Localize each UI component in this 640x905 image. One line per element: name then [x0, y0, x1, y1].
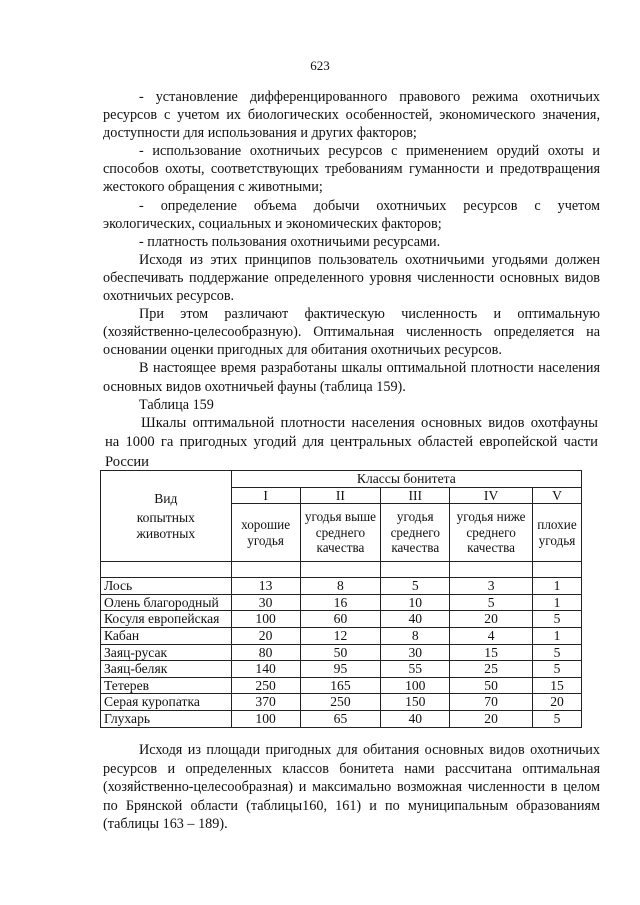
density-value: 16 [300, 594, 381, 611]
species-name: Заяц-русак [101, 644, 232, 661]
density-value: 5 [381, 578, 450, 595]
table-row [101, 578, 582, 595]
table-row [101, 677, 582, 694]
density-value: 140 [231, 661, 300, 678]
class-description: угодья ниже среднего качества [450, 504, 533, 562]
spacer-cell [450, 562, 533, 578]
density-value: 100 [231, 611, 300, 628]
species-name: Лось [101, 578, 232, 595]
table-title: Шкалы оптимальной плотности населения основных видов охотфауны на 1000 га пригодных угодий для центральных областей европейской части России [105, 414, 598, 470]
density-value: 5 [450, 594, 533, 611]
spacer-cell [381, 562, 450, 578]
density-value: 250 [231, 677, 300, 694]
density-value: 13 [231, 578, 300, 595]
density-value: 1 [532, 578, 581, 595]
table-body [101, 578, 582, 727]
species-name: Глухарь [101, 710, 232, 727]
class-numeral: IV [450, 487, 533, 504]
paragraph: - использование охотничьих ресурсов с применением орудий охоты и способов охоты, соответствующих требованиям гуманности и предотвращения жестокого обращения с животными; [103, 143, 600, 196]
density-value: 80 [231, 644, 300, 661]
classes-header: Классы бонитета [231, 471, 581, 488]
density-value: 150 [381, 694, 450, 711]
density-value: 5 [532, 710, 581, 727]
bonitet-table [100, 470, 582, 728]
density-value: 100 [381, 677, 450, 694]
density-value: 65 [300, 710, 381, 727]
density-value: 15 [450, 644, 533, 661]
density-value: 100 [231, 710, 300, 727]
density-value: 25 [450, 661, 533, 678]
spacer-cell [300, 562, 381, 578]
table-label: Таблица 159 [139, 396, 214, 413]
density-value: 95 [300, 661, 381, 678]
paragraph: - установление дифференцированного правового режима охотничьих ресурсов с учетом их биологических особенностей, экономического значения, доступности для использования и других факторов; [103, 89, 600, 142]
density-value: 165 [300, 677, 381, 694]
spacer-cell [101, 562, 232, 578]
spacer-cell [532, 562, 581, 578]
species-name: Заяц-беляк [101, 661, 232, 678]
closing-text [103, 741, 600, 834]
class-description: плохие угодья [532, 504, 581, 562]
species-name: Кабан [101, 627, 232, 644]
density-value: 1 [532, 594, 581, 611]
spacer-cell [231, 562, 300, 578]
density-value: 30 [381, 644, 450, 661]
paragraph: В настоящее время разработаны шкалы оптимальной плотности населения основных видов охотничьей фауны (таблица 159). [103, 360, 600, 395]
species-header-line2: копытных животных [136, 510, 196, 541]
density-value: 20 [450, 710, 533, 727]
table-row [101, 627, 582, 644]
density-value: 20 [231, 627, 300, 644]
species-name: Серая куропатка [101, 694, 232, 711]
density-value: 10 [381, 594, 450, 611]
class-description: хорошие угодья [231, 504, 300, 562]
class-numeral: I [231, 487, 300, 504]
density-value: 1 [532, 627, 581, 644]
density-value: 20 [450, 611, 533, 628]
density-value: 8 [300, 578, 381, 595]
density-value: 70 [450, 694, 533, 711]
species-name: Косуля европейская [101, 611, 232, 628]
body-text [103, 88, 600, 472]
class-description: угодья выше среднего качества [300, 504, 381, 562]
table-row [101, 644, 582, 661]
species-name: Тетерев [101, 677, 232, 694]
page-number: 623 [310, 58, 330, 73]
density-value: 4 [450, 627, 533, 644]
table-row [101, 661, 582, 678]
density-value: 5 [532, 644, 581, 661]
paragraph: Исходя из этих принципов пользователь охотничьими угодьями должен обеспечивать поддержание определенного уровня численности основных видов охотничьих ресурсов. [103, 251, 600, 305]
density-value: 30 [231, 594, 300, 611]
class-description: угодья среднего качества [381, 504, 450, 562]
density-value: 15 [532, 677, 581, 694]
table-row [101, 594, 582, 611]
density-value: 20 [532, 694, 581, 711]
density-value: 55 [381, 661, 450, 678]
paragraph: - определение объема добычи охотничьих ресурсов с учетом экологических, социальных и экономических факторов; [103, 197, 600, 232]
density-value: 60 [300, 611, 381, 628]
density-value: 40 [381, 710, 450, 727]
density-value: 12 [300, 627, 381, 644]
class-numeral: V [532, 487, 581, 504]
class-numeral: III [381, 487, 450, 504]
density-value: 250 [300, 694, 381, 711]
paragraph: - платность пользования охотничьими ресурсами. [139, 233, 441, 250]
closing-paragraph: Исходя из площади пригодных для обитания основных видов охотничьих ресурсов и определенных классов бонитета нами рассчитана оптимальная (хозяйственно-целесообразная) и максимально возможная численности в целом по Брянской области (таблицы160, 161) и по муниципальным образованиям (таблицы 163 – 189). [103, 742, 600, 833]
density-value: 5 [532, 661, 581, 678]
species-header-line1: Вид [154, 490, 178, 506]
table-row [101, 694, 582, 711]
density-value: 50 [450, 677, 533, 694]
class-numeral: II [300, 487, 381, 504]
density-value: 5 [532, 611, 581, 628]
density-value: 8 [381, 627, 450, 644]
table-row [101, 710, 582, 727]
density-value: 40 [381, 611, 450, 628]
paragraph: При этом различают фактическую численность и оптимальную (хозяйственно-целесообразную). Оптимальная численность определяется на основании оценки пригодных для обитания охотничьих ресурсов. [103, 306, 600, 359]
density-value: 50 [300, 644, 381, 661]
density-value: 370 [231, 694, 300, 711]
species-header [101, 471, 232, 562]
density-value: 3 [450, 578, 533, 595]
table-row [101, 611, 582, 628]
species-name: Олень благородный [101, 594, 232, 611]
